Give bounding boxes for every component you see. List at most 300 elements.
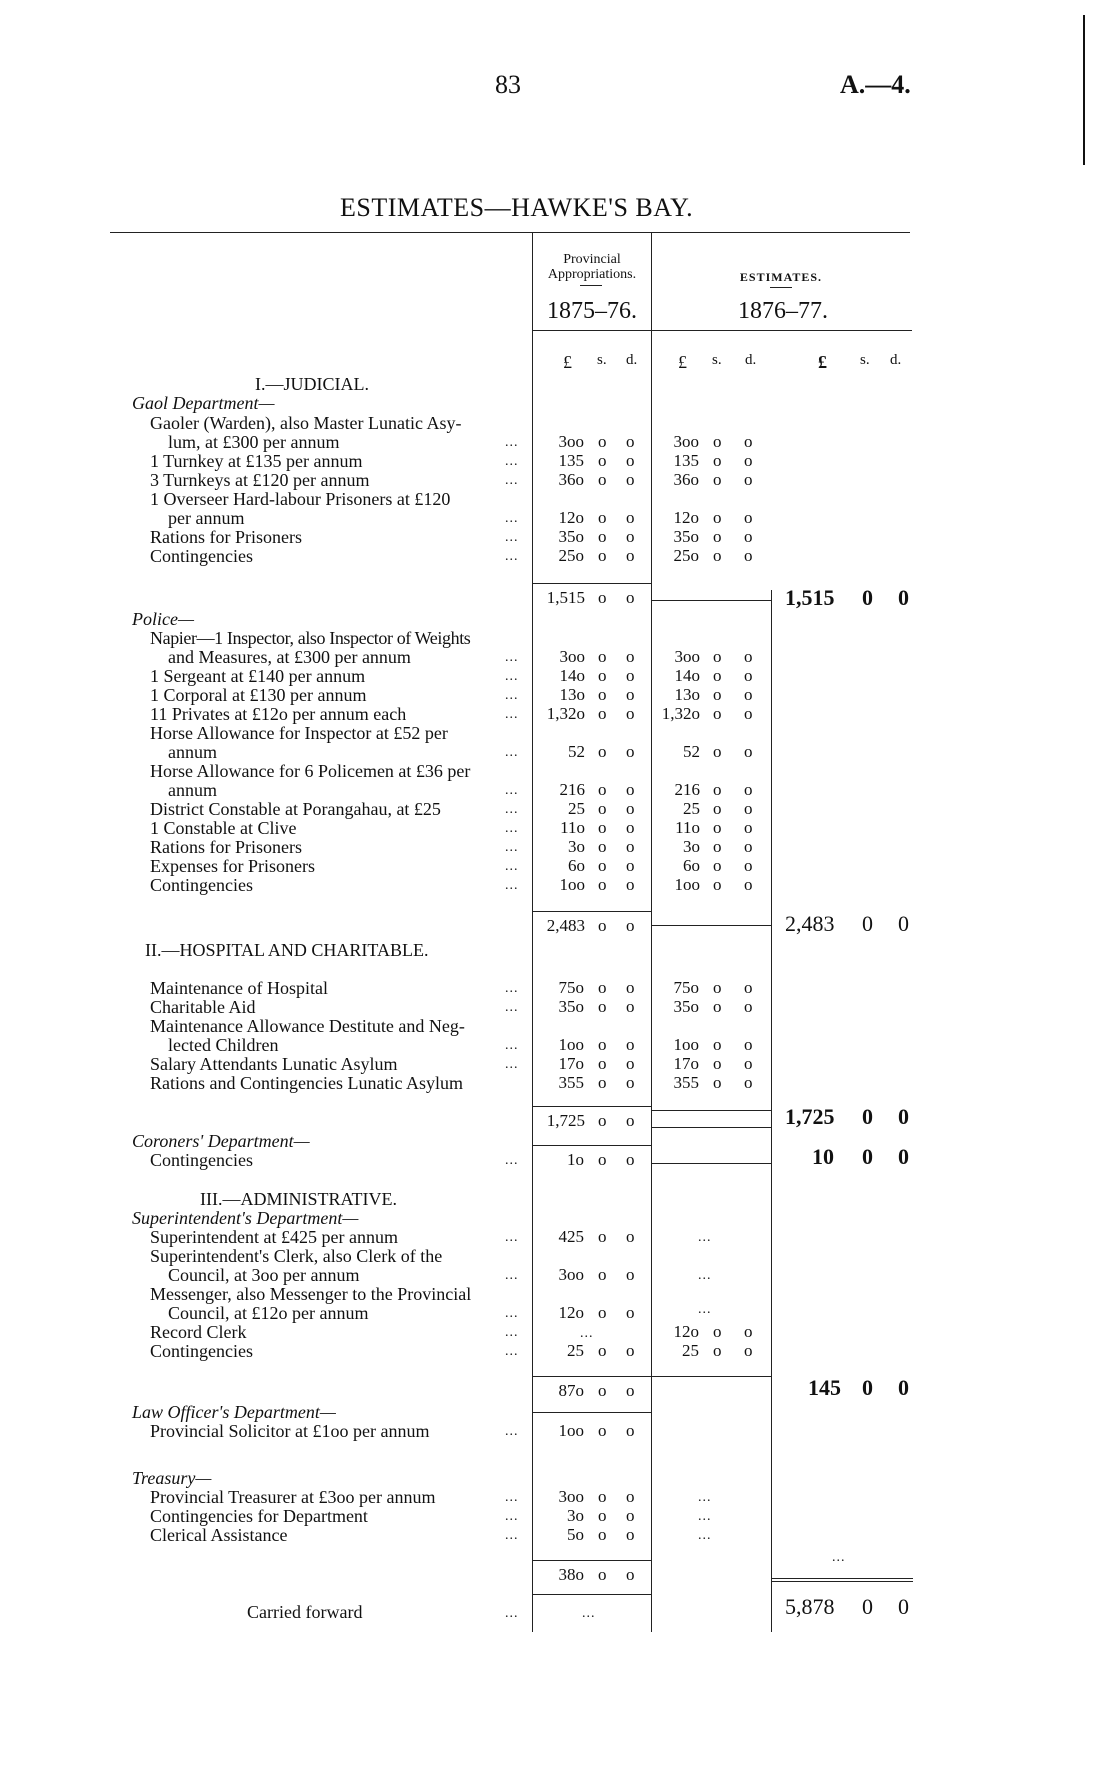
value-1876: 14o <box>674 666 700 685</box>
value-pence: o <box>626 1265 635 1284</box>
value-pence: o <box>626 527 635 546</box>
col-header-estimates: ESTIMATES. <box>739 270 823 284</box>
value-pence: o <box>626 1073 635 1092</box>
value-pence: o <box>744 647 753 666</box>
value-pence: o <box>626 1487 635 1506</box>
value-1876: 25 <box>682 1341 699 1360</box>
value-pence: o <box>626 588 635 607</box>
subheading-treasury: Treasury— <box>132 1468 212 1488</box>
value-1875: 3oo <box>558 1265 584 1284</box>
value-pence: o <box>626 1506 635 1525</box>
value-shilling: o <box>713 647 722 666</box>
value-1875: 75o <box>558 978 584 997</box>
line-item-label: Contingencies <box>150 546 253 566</box>
subheading-gaol: Gaol Department— <box>132 393 275 413</box>
currency-pence-1: d. <box>626 352 638 368</box>
value-1876: 35o <box>673 527 699 546</box>
document-reference: A.—4. <box>840 70 911 99</box>
value-pence: o <box>744 780 753 799</box>
value-pence: o <box>744 818 753 837</box>
value-shilling: o <box>598 666 607 685</box>
line-item-label: Council, at £12o per annum <box>168 1303 369 1323</box>
value-shilling: o <box>598 451 607 470</box>
line-item-label: Charitable Aid <box>150 997 256 1017</box>
subtotal-law-1875: 1oo <box>558 1421 584 1440</box>
page-number: 83 <box>495 70 521 99</box>
leader-dots: ... <box>505 1057 519 1072</box>
value-1875: 1oo <box>559 875 585 894</box>
value-pence: o <box>626 451 635 470</box>
subtotal-police-1875: 2,483 <box>546 916 585 935</box>
value-pence: o <box>744 685 753 704</box>
line-item-label: Salary Attendants Lunatic Asylum <box>150 1054 398 1074</box>
value-pence: o <box>626 837 635 856</box>
value-1876: 17o <box>673 1054 699 1073</box>
leader-dots: ... <box>505 1268 519 1283</box>
value-shilling: o <box>713 799 722 818</box>
value-pence: o <box>626 1035 635 1054</box>
leader-dots: ... <box>505 511 519 526</box>
value-1875: 52 <box>568 742 585 761</box>
value-pence: o <box>626 666 635 685</box>
value-pence: o <box>744 1035 753 1054</box>
value-1876: 35o <box>673 997 699 1016</box>
value-1875: 1,32o <box>546 704 585 723</box>
leader-dots: ... <box>505 1344 519 1359</box>
line-item-label: lum, at £300 per annum <box>168 432 340 452</box>
total-coroners-estimate: 10 <box>812 1144 834 1169</box>
value-shilling: o <box>713 470 722 489</box>
line-item-label: lected Children <box>168 1035 279 1055</box>
line-item-label: Provincial Treasurer at £3oo per annum <box>150 1487 436 1507</box>
carried-forward-total: 5,878 <box>785 1594 835 1619</box>
value-shilling: o <box>713 1035 722 1054</box>
value-pence: o <box>626 742 635 761</box>
total-superintendent-estimate: 145 <box>808 1375 841 1400</box>
value-1876: 216 <box>674 780 700 799</box>
value-shilling: o <box>713 666 722 685</box>
value-shilling: o <box>598 704 607 723</box>
value-shilling: o <box>713 508 722 527</box>
currency-shilling-1: s. <box>597 352 607 368</box>
value-1875: 12o <box>558 508 584 527</box>
value-pence: o <box>626 685 635 704</box>
value-pence: o <box>744 470 753 489</box>
currency-pence-2: d. <box>745 352 757 368</box>
value-pence: o <box>744 527 753 546</box>
value-pence: o <box>744 1322 753 1341</box>
value-1875: 12o <box>558 1303 584 1322</box>
section-heading-judicial: I.—JUDICIAL. <box>255 374 369 394</box>
value-pence: o <box>744 742 753 761</box>
value-shilling: o <box>598 1227 607 1246</box>
empty-value-dots: ... <box>698 1509 712 1524</box>
total-shilling: 0 <box>862 1144 873 1169</box>
empty-value-dots: ... <box>580 1326 594 1341</box>
currency-pound-1: £ <box>563 352 572 372</box>
leader-dots: ... <box>505 1424 519 1439</box>
leader-dots: ... <box>505 783 519 798</box>
value-1876: 11o <box>675 818 700 837</box>
value-1875: 3oo <box>558 1487 584 1506</box>
total-pence: 0 <box>898 1144 909 1169</box>
value-shilling: o <box>598 1421 607 1440</box>
column-divider-3 <box>771 590 772 1632</box>
value-shilling: o <box>598 1073 607 1092</box>
value-pence: o <box>744 997 753 1016</box>
value-shilling: o <box>598 1111 607 1130</box>
col-header-year-1876: 1876–77. <box>738 298 828 324</box>
col-header-year-1875: 1875–76. <box>547 298 637 324</box>
leader-dots: ... <box>505 473 519 488</box>
value-shilling: o <box>598 997 607 1016</box>
value-pence: o <box>626 1381 635 1400</box>
value-shilling: o <box>598 1341 607 1360</box>
value-pence: o <box>744 978 753 997</box>
line-item-label: Provincial Solicitor at £1oo per annum <box>150 1421 430 1441</box>
leader-dots: ... <box>505 435 519 450</box>
currency-shilling-2: s. <box>712 352 722 368</box>
leader-dots: ... <box>505 821 519 836</box>
value-shilling: o <box>713 1073 722 1092</box>
line-item-label: 1 Sergeant at £140 per annum <box>150 666 366 686</box>
leader-dots: ... <box>505 669 519 684</box>
value-shilling: o <box>598 1565 607 1584</box>
total-shilling: 0 <box>862 1104 873 1129</box>
total-shilling: 0 <box>862 911 873 936</box>
currency-shilling-3: s. <box>860 352 870 368</box>
header-top-rule <box>110 232 910 233</box>
leader-dots: ... <box>505 688 519 703</box>
value-shilling: o <box>598 527 607 546</box>
leader-dots: ... <box>505 1153 519 1168</box>
line-item-label: Contingencies <box>150 875 253 895</box>
value-shilling: o <box>598 1265 607 1284</box>
header-dash-2 <box>770 287 792 288</box>
col-header-appropriations: Appropriations. <box>547 267 637 282</box>
value-1875: 1oo <box>558 1035 584 1054</box>
line-item-label: 1 Corporal at £130 per annum <box>150 685 367 705</box>
value-pence: o <box>744 451 753 470</box>
value-shilling: o <box>713 978 722 997</box>
value-1875: 5o <box>567 1525 584 1544</box>
subtotal-gaol-1875: 1,515 <box>546 588 585 607</box>
subheading-superintendent: Superintendent's Department— <box>132 1208 359 1228</box>
subtotal-rule <box>532 1145 651 1146</box>
value-1876: 12o <box>673 1322 699 1341</box>
line-item-label: 1 Overseer Hard-labour Prisoners at £120 <box>150 489 451 509</box>
value-shilling: o <box>713 432 722 451</box>
total-gaol-estimate: 1,515 <box>785 585 835 610</box>
value-1875: 35o <box>558 997 584 1016</box>
value-1875: 17o <box>558 1054 584 1073</box>
subtotal-superintendent-1875: 87o <box>558 1381 584 1400</box>
leader-dots: ... <box>505 1306 519 1321</box>
page-title: ESTIMATES—HAWKE'S BAY. <box>340 193 694 222</box>
value-pence: o <box>626 818 635 837</box>
line-item-label: Record Clerk <box>150 1322 247 1342</box>
value-pence: o <box>626 1111 635 1130</box>
line-item-label: annum <box>168 742 217 762</box>
value-shilling: o <box>598 742 607 761</box>
value-1876: 135 <box>673 451 699 470</box>
value-pence: o <box>744 508 753 527</box>
value-pence: o <box>744 704 753 723</box>
leader-dots: ... <box>505 1528 519 1543</box>
leader-dots: ... <box>505 1325 519 1340</box>
empty-value-dots: ... <box>698 1528 712 1543</box>
value-shilling: o <box>598 647 607 666</box>
value-shilling: o <box>598 685 607 704</box>
value-1875: 35o <box>558 527 584 546</box>
total-police-estimate: 2,483 <box>785 911 835 936</box>
line-item-label: Clerical Assistance <box>150 1525 288 1545</box>
empty-value-dots: ... <box>582 1606 596 1621</box>
value-shilling: o <box>713 451 722 470</box>
value-shilling: o <box>713 742 722 761</box>
value-pence: o <box>626 799 635 818</box>
value-shilling: o <box>598 508 607 527</box>
leader-dots: ... <box>505 454 519 469</box>
value-1876: 355 <box>673 1073 699 1092</box>
value-1875: 14o <box>559 666 585 685</box>
value-1876: 3oo <box>674 647 700 666</box>
value-1875: 216 <box>559 780 585 799</box>
value-shilling: o <box>598 470 607 489</box>
subtotal-rule <box>532 1106 651 1107</box>
line-item-label: Superintendent at £425 per annum <box>150 1227 398 1247</box>
empty-value-dots: ... <box>698 1490 712 1505</box>
value-1876: 75o <box>673 978 699 997</box>
value-shilling: o <box>598 978 607 997</box>
line-item-label: Maintenance of Hospital <box>150 978 328 998</box>
subtotal-rule <box>532 911 651 912</box>
value-1876: 6o <box>683 856 700 875</box>
estimate-rule <box>651 925 771 926</box>
empty-value-dots: ... <box>832 1550 846 1565</box>
leader-dots: ... <box>505 1038 519 1053</box>
value-1875: 25 <box>567 1341 584 1360</box>
value-1876: 1,32o <box>661 704 700 723</box>
value-pence: o <box>626 780 635 799</box>
value-shilling: o <box>713 704 722 723</box>
leader-dots: ... <box>505 1000 519 1015</box>
value-1875: 25 <box>568 799 585 818</box>
line-item-label: Napier—1 Inspector, also Inspector of Weights <box>150 628 471 648</box>
value-1876: 52 <box>683 742 700 761</box>
value-1876: 12o <box>673 508 699 527</box>
leader-dots: ... <box>505 707 519 722</box>
value-1875: 3o <box>568 837 585 856</box>
line-item-label: 11 Privates at £12o per annum each <box>150 704 407 724</box>
line-item-label: Messenger, also Messenger to the Provincial <box>150 1284 472 1304</box>
leader-dots: ... <box>505 981 519 996</box>
carried-rule <box>532 1594 651 1595</box>
subtotal-rule <box>532 1560 651 1561</box>
subheading-law-officer: Law Officer's Department— <box>132 1402 336 1422</box>
line-item-label: Contingencies <box>150 1150 253 1170</box>
total-shilling: 0 <box>862 585 873 610</box>
total-pence: 0 <box>898 1594 909 1619</box>
value-1876: 3o <box>683 837 700 856</box>
value-pence: o <box>744 837 753 856</box>
leader-dots: ... <box>505 859 519 874</box>
header-dash-1 <box>580 285 602 286</box>
value-shilling: o <box>598 1525 607 1544</box>
value-1876: 36o <box>673 470 699 489</box>
value-pence: o <box>626 1565 635 1584</box>
total-pence: 0 <box>898 911 909 936</box>
value-pence: o <box>744 799 753 818</box>
value-shilling: o <box>598 875 607 894</box>
value-shilling: o <box>713 1341 722 1360</box>
leader-dots: ... <box>505 650 519 665</box>
col-header-provincial: Provincial <box>563 252 621 267</box>
line-item-label: Rations and Contingencies Lunatic Asylum <box>150 1073 463 1093</box>
line-item-label: 3 Turnkeys at £120 per annum <box>150 470 370 490</box>
value-shilling: o <box>598 1506 607 1525</box>
page-binding-edge <box>1083 15 1085 165</box>
value-pence: o <box>626 1303 635 1322</box>
value-1876: 25o <box>673 546 699 565</box>
value-shilling: o <box>713 1322 722 1341</box>
value-1875: 135 <box>558 451 584 470</box>
value-1875: 3oo <box>558 432 584 451</box>
value-1876: 1oo <box>673 1035 699 1054</box>
value-1875: 36o <box>558 470 584 489</box>
value-pence: o <box>626 997 635 1016</box>
value-shilling: o <box>598 916 607 935</box>
value-shilling: o <box>713 780 722 799</box>
section-heading-administrative: III.—ADMINISTRATIVE. <box>200 1189 397 1209</box>
estimate-rule <box>651 1110 771 1111</box>
line-item-label: Rations for Prisoners <box>150 837 302 857</box>
subheading-police: Police— <box>132 609 194 629</box>
value-shilling: o <box>713 856 722 875</box>
value-pence: o <box>744 856 753 875</box>
leader-dots: ... <box>505 1509 519 1524</box>
line-item-label: 1 Constable at Clive <box>150 818 297 838</box>
line-item-label: Horse Allowance for 6 Policemen at £36 per <box>150 761 471 781</box>
line-item-label: Superintendent's Clerk, also Clerk of the <box>150 1246 443 1266</box>
value-shilling: o <box>598 780 607 799</box>
value-1876: 25 <box>683 799 700 818</box>
value-pence: o <box>626 875 635 894</box>
value-shilling: o <box>598 856 607 875</box>
empty-value-dots: ... <box>698 1302 712 1317</box>
value-1875: 3oo <box>559 647 585 666</box>
value-pence: o <box>626 508 635 527</box>
value-1875: 13o <box>559 685 585 704</box>
line-item-label: Expenses for Prisoners <box>150 856 315 876</box>
estimate-rule <box>651 1163 771 1164</box>
value-pence: o <box>626 1054 635 1073</box>
total-shilling: 0 <box>862 1375 873 1400</box>
header-bottom-rule <box>532 330 912 331</box>
subheading-coroners: Coroners' Department— <box>132 1131 310 1151</box>
estimate-rule <box>651 1376 771 1377</box>
line-item-label: Gaoler (Warden), also Master Lunatic Asy- <box>150 413 462 433</box>
value-pence: o <box>626 1525 635 1544</box>
column-divider-1 <box>532 232 533 1632</box>
subtotal-rule <box>532 1376 651 1377</box>
value-shilling: o <box>598 818 607 837</box>
line-item-label: and Measures, at £300 per annum <box>168 647 411 667</box>
value-shilling: o <box>598 1303 607 1322</box>
value-pence: o <box>626 1227 635 1246</box>
value-1876: 3oo <box>673 432 699 451</box>
value-shilling: o <box>598 432 607 451</box>
line-item-label: per annum <box>168 508 245 528</box>
value-pence: o <box>626 546 635 565</box>
value-pence: o <box>626 1341 635 1360</box>
value-pence: o <box>626 1150 635 1169</box>
line-item-label: Council, at 3oo per annum <box>168 1265 360 1285</box>
line-item-label: District Constable at Porangahau, at £25 <box>150 799 441 819</box>
leader-dots: ... <box>505 878 519 893</box>
value-pence: o <box>744 875 753 894</box>
value-1875: 355 <box>558 1073 584 1092</box>
carried-forward-label: Carried forward <box>247 1602 363 1622</box>
value-shilling: o <box>598 588 607 607</box>
value-1875: 11o <box>560 818 585 837</box>
value-pence: o <box>744 432 753 451</box>
empty-value-dots: ... <box>698 1268 712 1283</box>
currency-pound-3: £ <box>818 352 827 372</box>
subtotal-rule <box>532 583 651 584</box>
value-shilling: o <box>598 546 607 565</box>
value-shilling: o <box>713 875 722 894</box>
value-shilling: o <box>598 1054 607 1073</box>
leader-dots: ... <box>505 1606 519 1621</box>
value-shilling: o <box>598 1381 607 1400</box>
value-1875: 6o <box>568 856 585 875</box>
estimate-rule <box>651 1127 771 1128</box>
leader-dots: ... <box>505 802 519 817</box>
value-1875: 25o <box>558 546 584 565</box>
value-pence: o <box>626 704 635 723</box>
currency-pence-3: d. <box>890 352 902 368</box>
line-item-label: 1 Turnkey at £135 per annum <box>150 451 363 471</box>
value-shilling: o <box>713 1054 722 1073</box>
subtotal-coroners-1875: 1o <box>567 1150 584 1169</box>
empty-value-dots: ... <box>698 1230 712 1245</box>
line-item-label: Maintenance Allowance Destitute and Neg- <box>150 1016 465 1036</box>
value-1876: 13o <box>674 685 700 704</box>
value-shilling: o <box>713 837 722 856</box>
total-pence: 0 <box>898 1375 909 1400</box>
value-pence: o <box>744 546 753 565</box>
value-pence: o <box>626 647 635 666</box>
value-1876: 1oo <box>674 875 700 894</box>
value-pence: o <box>744 666 753 685</box>
line-item-label: Horse Allowance for Inspector at £52 per <box>150 723 448 743</box>
total-hospital-estimate: 1,725 <box>785 1104 835 1129</box>
leader-dots: ... <box>505 530 519 545</box>
value-shilling: o <box>598 1150 607 1169</box>
leader-dots: ... <box>505 549 519 564</box>
line-item-label: annum <box>168 780 217 800</box>
value-shilling: o <box>713 997 722 1016</box>
leader-dots: ... <box>505 1230 519 1245</box>
leader-dots: ... <box>505 840 519 855</box>
total-shilling: 0 <box>862 1594 873 1619</box>
currency-pound-2: £ <box>678 352 687 372</box>
value-pence: o <box>626 978 635 997</box>
line-item-label: Contingencies <box>150 1341 253 1361</box>
carried-rule-total-double <box>771 1581 913 1582</box>
value-shilling: o <box>598 1487 607 1506</box>
